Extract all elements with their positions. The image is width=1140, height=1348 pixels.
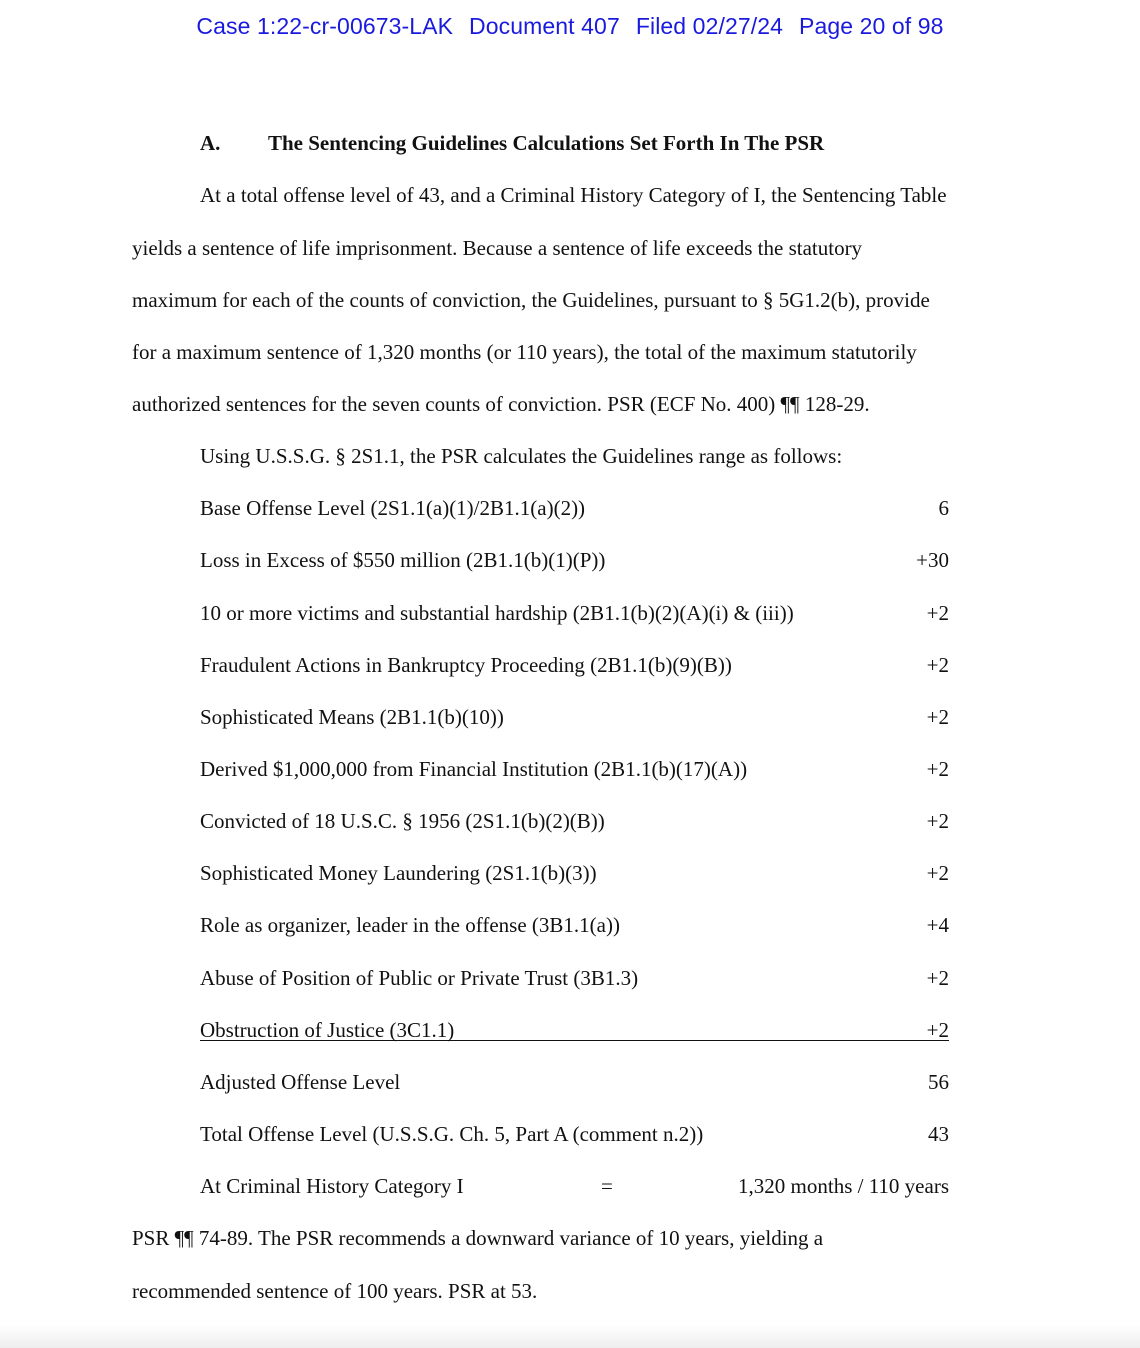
criminal-history-label: At Criminal History Category I — [200, 1174, 464, 1198]
case-number: Case 1:22-cr-00673-LAK — [196, 13, 454, 39]
calc-row — [200, 966, 949, 992]
calc-row — [200, 809, 949, 835]
calc-row — [200, 861, 949, 887]
calc-value: +2 — [926, 705, 949, 729]
calc-value: 6 — [938, 496, 949, 520]
calc-value: 43 — [928, 1122, 949, 1146]
page-bottom-edge — [0, 1324, 1140, 1348]
criminal-history-value: 1,320 months / 110 years — [738, 1174, 949, 1198]
calc-value: +2 — [926, 1018, 949, 1042]
calc-label: Convicted of 18 U.S.C. § 1956 (2S1.1(b)(2)(B)) — [200, 809, 605, 833]
calc-value: +2 — [926, 601, 949, 625]
section-letter: A. — [200, 131, 221, 155]
total-offense-row — [200, 1122, 949, 1148]
page-number: Page 20 of 98 — [799, 13, 944, 39]
calc-label: Obstruction of Justice (3C1.1) — [200, 1018, 455, 1042]
calc-value: +30 — [916, 548, 949, 572]
closing-line-2: recommended sentence of 100 years. PSR at 53. — [132, 1279, 538, 1303]
calc-value: +4 — [926, 913, 949, 937]
calc-value: +2 — [926, 966, 949, 990]
intro-line-5: authorized sentences for the seven counts of conviction. PSR (ECF No. 400) ¶¶ 128-29. — [132, 392, 870, 416]
intro-line-1: At a total offense level of 43, and a Criminal History Category of I, the Sentencing Table — [200, 183, 947, 207]
ecf-header — [0, 13, 1140, 40]
calc-label: Abuse of Position of Public or Private Trust (3B1.3) — [200, 966, 639, 990]
calc-row — [200, 653, 949, 679]
intro-line-2: yields a sentence of life imprisonment. Because a sentence of life exceeds the statutory — [132, 236, 863, 260]
calc-label: Sophisticated Money Laundering (2S1.1(b)(3)) — [200, 861, 597, 885]
calc-value: +2 — [926, 757, 949, 781]
calc-label: Base Offense Level (2S1.1(a)(1)/2B1.1(a)(2)) — [200, 496, 586, 520]
calc-label: Derived $1,000,000 from Financial Institution (2B1.1(b)(17)(A)) — [200, 757, 748, 781]
calc-value: 56 — [928, 1070, 949, 1094]
adjusted-offense-row — [200, 1070, 949, 1096]
calc-label: Loss in Excess of $550 million (2B1.1(b)(1)(P)) — [200, 548, 606, 572]
calc-row — [200, 757, 949, 783]
calc-value: +2 — [926, 653, 949, 677]
document-number: Document 407 — [469, 13, 620, 39]
calc-label: Total Offense Level (U.S.S.G. Ch. 5, Part A (comment n.2)) — [200, 1122, 704, 1146]
criminal-history-row — [200, 1174, 949, 1200]
calc-label: 10 or more victims and substantial hardship (2B1.1(b)(2)(A)(i) & (iii)) — [200, 601, 794, 625]
calc-row — [200, 601, 949, 627]
calc-row — [200, 548, 949, 574]
intro-line-3: maximum for each of the counts of conviction, the Guidelines, pursuant to § 5G1.2(b), provide — [132, 288, 930, 312]
section-title: The Sentencing Guidelines Calculations Set Forth In The PSR — [268, 131, 825, 155]
calc-row — [200, 496, 949, 522]
section-heading — [200, 131, 824, 156]
calc-intro: Using U.S.S.G. § 2S1.1, the PSR calculates the Guidelines range as follows: — [200, 444, 843, 468]
calc-row-underlined — [200, 1018, 949, 1041]
calc-label: Adjusted Offense Level — [200, 1070, 401, 1094]
calc-value: +2 — [926, 809, 949, 833]
intro-line-4: for a maximum sentence of 1,320 months (or 110 years), the total of the maximum statutorily — [132, 340, 917, 364]
calc-row — [200, 913, 949, 939]
equals-sign: = — [601, 1174, 613, 1198]
calc-label: Sophisticated Means (2B1.1(b)(10)) — [200, 705, 504, 729]
filed-date: Filed 02/27/24 — [635, 13, 784, 39]
calc-label: Role as organizer, leader in the offense (3B1.1(a)) — [200, 913, 620, 937]
closing-line-1: PSR ¶¶ 74-89. The PSR recommends a downward variance of 10 years, yielding a — [132, 1226, 824, 1250]
calc-row — [200, 705, 949, 731]
calc-label: Fraudulent Actions in Bankruptcy Proceeding (2B1.1(b)(9)(B)) — [200, 653, 732, 677]
calc-value: +2 — [926, 861, 949, 885]
